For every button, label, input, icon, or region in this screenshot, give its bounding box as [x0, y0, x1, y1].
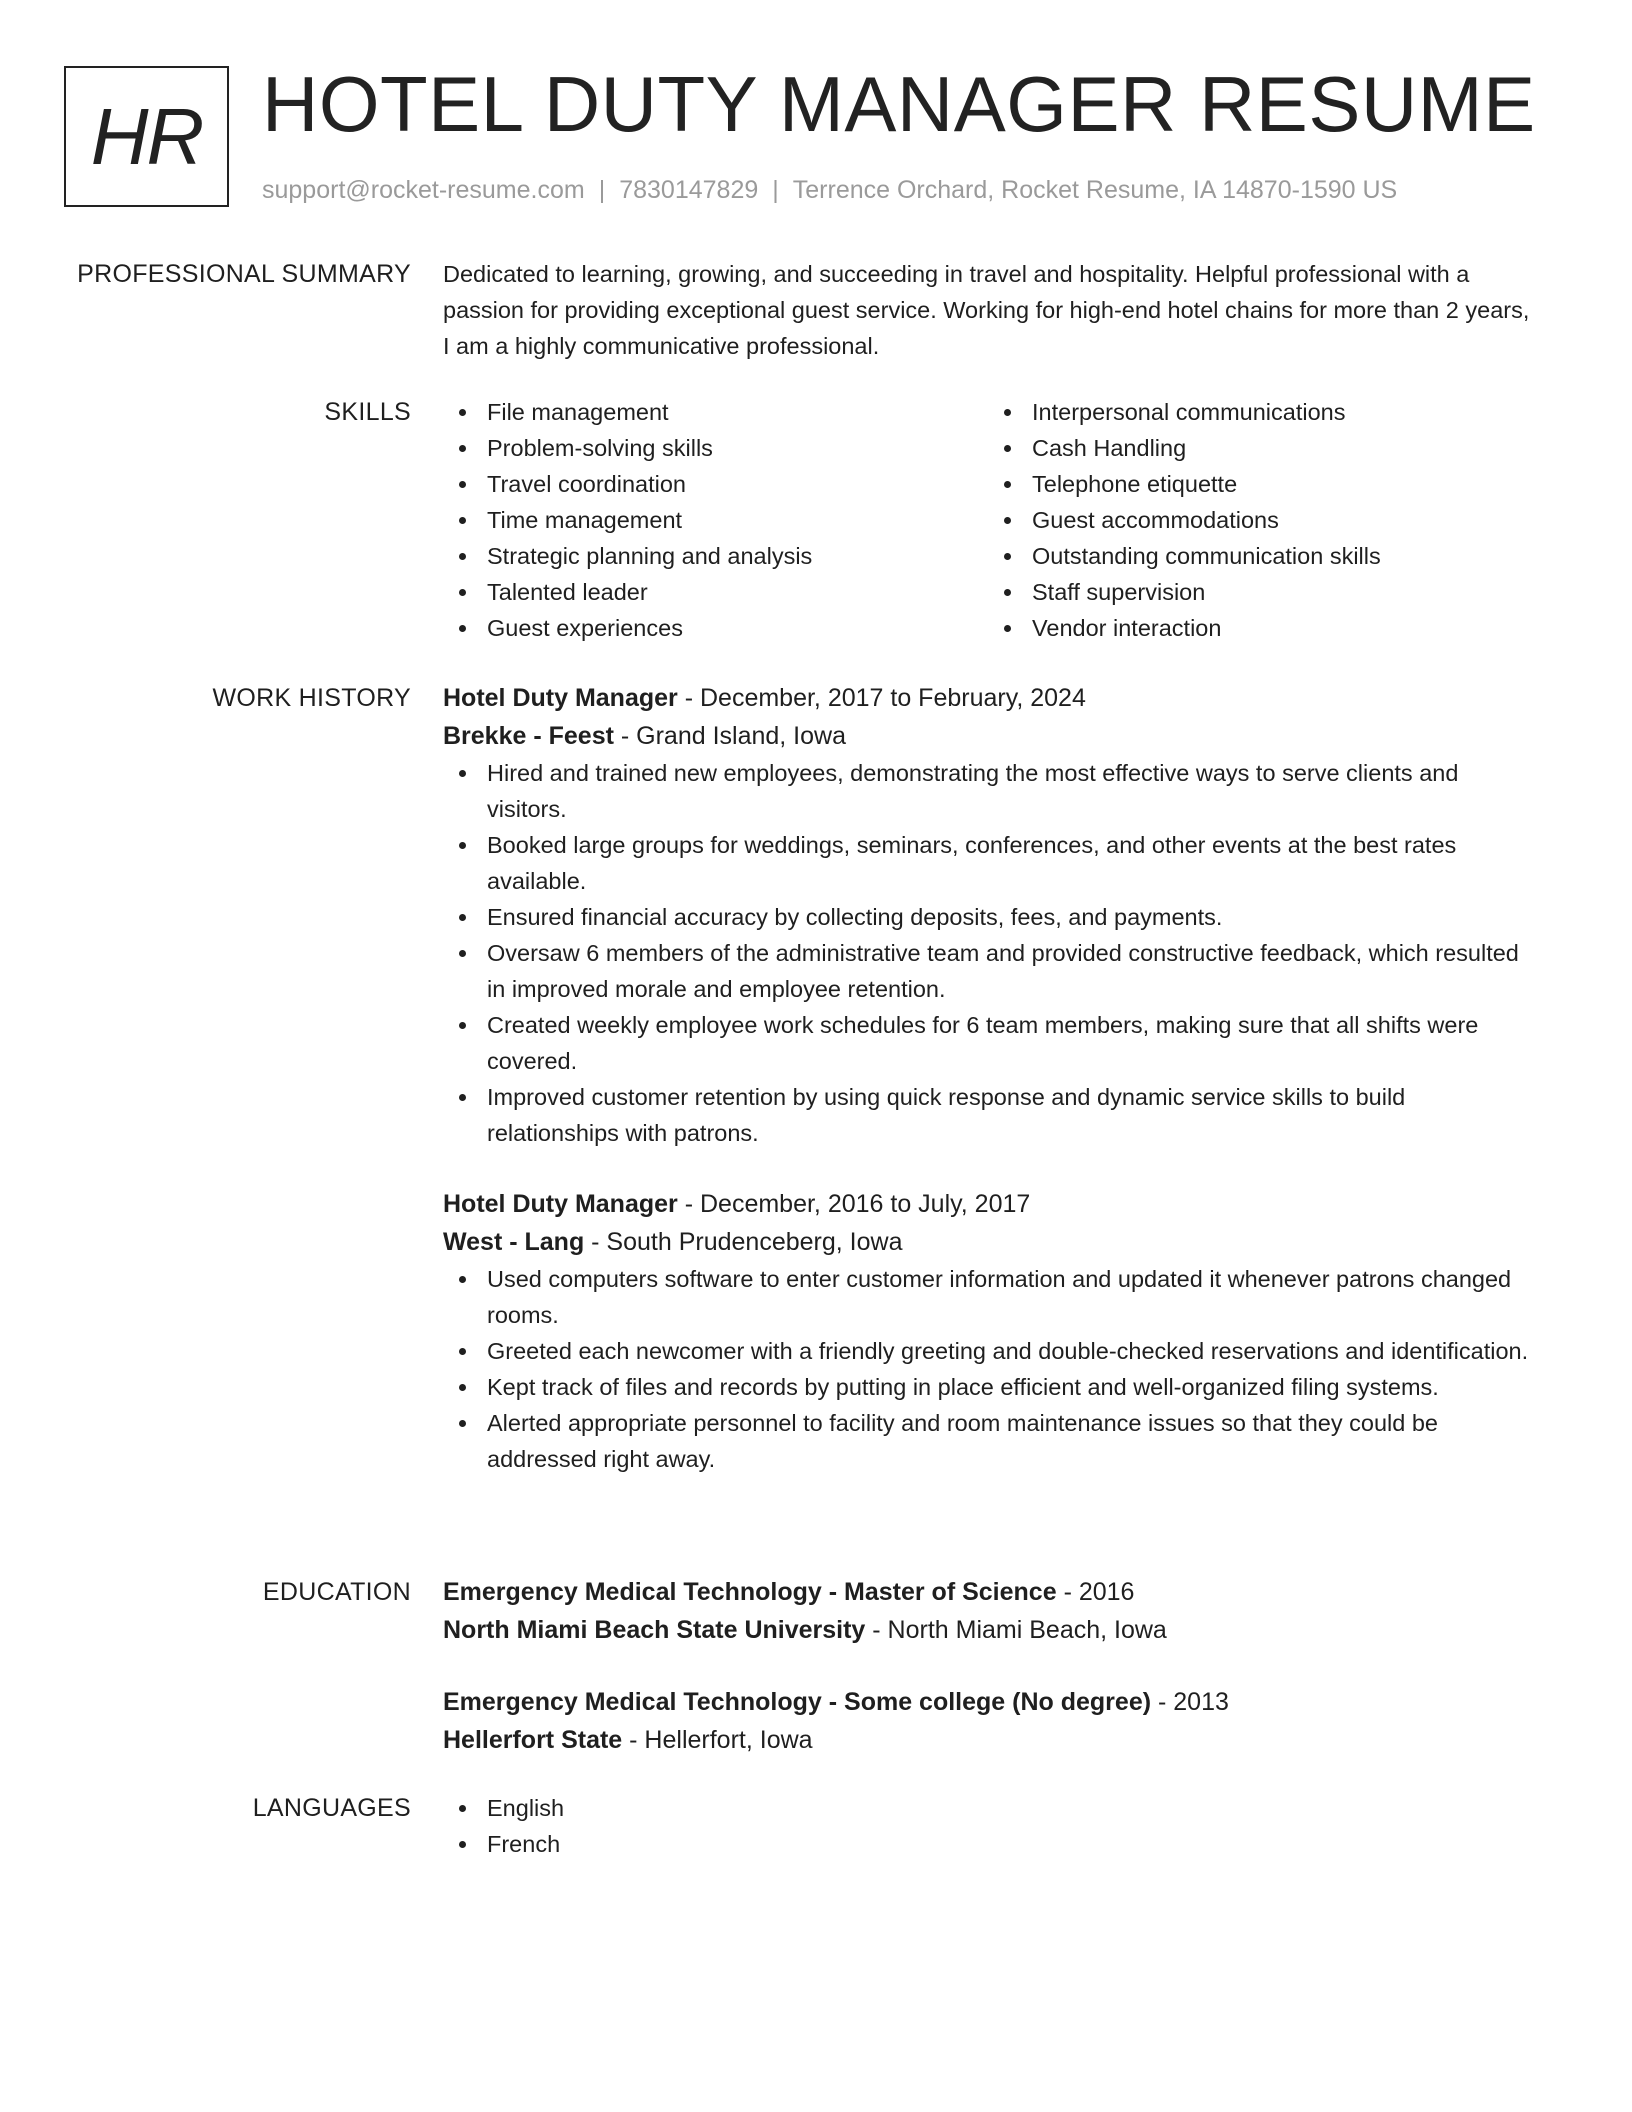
skills-grid — [443, 394, 1533, 646]
education-school: North Miami Beach State University — [443, 1616, 866, 1644]
section-label-education: EDUCATION — [262, 1578, 411, 1606]
contact-phone[interactable]: 7830147829 — [619, 176, 759, 204]
skill-item: Problem-solving skills — [443, 430, 988, 466]
job-title-line — [443, 679, 1533, 717]
job-location: - South Prudenceberg, Iowa — [584, 1228, 903, 1256]
education-school-line — [443, 1611, 1533, 1649]
duty-item: Used computers software to enter customer information and updated it whenever patrons changed rooms. — [443, 1261, 1533, 1333]
education-location: - North Miami Beach, Iowa — [865, 1616, 1167, 1644]
job-entry — [443, 679, 1533, 1151]
skill-item: Guest experiences — [443, 610, 988, 646]
job-company: West - Lang — [443, 1228, 585, 1256]
duty-item: Ensured financial accuracy by collecting deposits, fees, and payments. — [443, 899, 1533, 935]
summary-text: Dedicated to learning, growing, and succeeding in travel and hospitality. Helpful professional with a passion for providing exceptional guest service. Working for high-end hotel chains for more than 2 years, I am a highly communicative professional. — [443, 261, 1530, 359]
skill-item: Time management — [443, 502, 988, 538]
languages-section — [443, 1790, 1533, 1862]
duty-item: Created weekly employee work schedules for 6 team members, making sure that all shifts were covered. — [443, 1007, 1533, 1079]
skill-item: Vendor interaction — [988, 610, 1533, 646]
skill-item: File management — [443, 394, 988, 430]
resume-title: HOTEL DUTY MANAGER RESUME — [262, 60, 1536, 148]
duty-item: Oversaw 6 members of the administrative team and provided constructive feedback, which resulted in improved morale and employee retention. — [443, 935, 1533, 1007]
section-label-summary: PROFESSIONAL SUMMARY — [77, 260, 411, 288]
skill-item: Outstanding communication skills — [988, 538, 1533, 574]
skill-item: Cash Handling — [988, 430, 1533, 466]
education-school: Hellerfort State — [443, 1726, 623, 1754]
skills-list-left — [443, 394, 988, 646]
languages-list — [443, 1790, 1533, 1862]
job-duties — [443, 1261, 1533, 1477]
skill-item: Guest accommodations — [988, 502, 1533, 538]
language-item: English — [443, 1790, 1533, 1826]
contact-email[interactable]: support@rocket-resume.com — [262, 176, 585, 204]
education-year: - 2013 — [1151, 1688, 1229, 1716]
section-label-work-history: WORK HISTORY — [212, 684, 411, 712]
skill-item: Interpersonal communications — [988, 394, 1533, 430]
job-entry — [443, 1185, 1533, 1477]
duty-item: Improved customer retention by using quick response and dynamic service skills to build relationships with patrons. — [443, 1079, 1533, 1151]
monogram-logo: HR — [64, 66, 229, 207]
education-entry — [443, 1573, 1533, 1649]
skill-item: Talented leader — [443, 574, 988, 610]
summary-section — [443, 256, 1533, 364]
education-location: - Hellerfort, Iowa — [622, 1726, 813, 1754]
duty-item: Kept track of files and records by putting in place efficient and well-organized filing systems. — [443, 1369, 1533, 1405]
job-company: Brekke - Feest — [443, 722, 614, 750]
skills-section — [443, 394, 1533, 646]
job-company-line — [443, 717, 1533, 755]
contact-address: Terrence Orchard, Rocket Resume, IA 14870-1590 US — [792, 176, 1398, 204]
job-dates: - December, 2016 to July, 2017 — [677, 1190, 1031, 1218]
education-school-line — [443, 1721, 1533, 1759]
contact-line — [262, 172, 1397, 208]
education-degree: Emergency Medical Technology - Some college (No degree) — [443, 1688, 1152, 1716]
education-degree-line — [443, 1683, 1533, 1721]
skill-item: Strategic planning and analysis — [443, 538, 988, 574]
section-label-skills: SKILLS — [324, 398, 411, 426]
skill-item: Travel coordination — [443, 466, 988, 502]
education-degree: Emergency Medical Technology - Master of Science — [443, 1578, 1057, 1606]
section-label-languages: LANGUAGES — [252, 1794, 411, 1822]
skills-list-right — [988, 394, 1533, 646]
education-degree-line — [443, 1573, 1533, 1611]
contact-separator: | — [772, 176, 779, 204]
skill-item: Telephone etiquette — [988, 466, 1533, 502]
duty-item: Booked large groups for weddings, seminars, conferences, and other events at the best rates available. — [443, 827, 1533, 899]
duty-item: Greeted each newcomer with a friendly greeting and double-checked reservations and identification. — [443, 1333, 1533, 1369]
job-title: Hotel Duty Manager — [443, 684, 678, 712]
job-dates: - December, 2017 to February, 2024 — [677, 684, 1086, 712]
education-year: - 2016 — [1056, 1578, 1135, 1606]
job-title: Hotel Duty Manager — [443, 1190, 678, 1218]
education-entry — [443, 1683, 1533, 1759]
education-section — [443, 1573, 1533, 1759]
duty-item: Alerted appropriate personnel to facility and room maintenance issues so that they could be addressed right away. — [443, 1405, 1533, 1477]
job-duties — [443, 755, 1533, 1151]
language-item: French — [443, 1826, 1533, 1862]
contact-separator: | — [598, 176, 606, 204]
job-location: - Grand Island, Iowa — [613, 722, 846, 750]
work-history-section — [443, 679, 1533, 1477]
job-company-line — [443, 1223, 1533, 1261]
skill-item: Staff supervision — [988, 574, 1533, 610]
duty-item: Hired and trained new employees, demonstrating the most effective ways to serve clients and visitors. — [443, 755, 1533, 827]
job-title-line — [443, 1185, 1533, 1223]
